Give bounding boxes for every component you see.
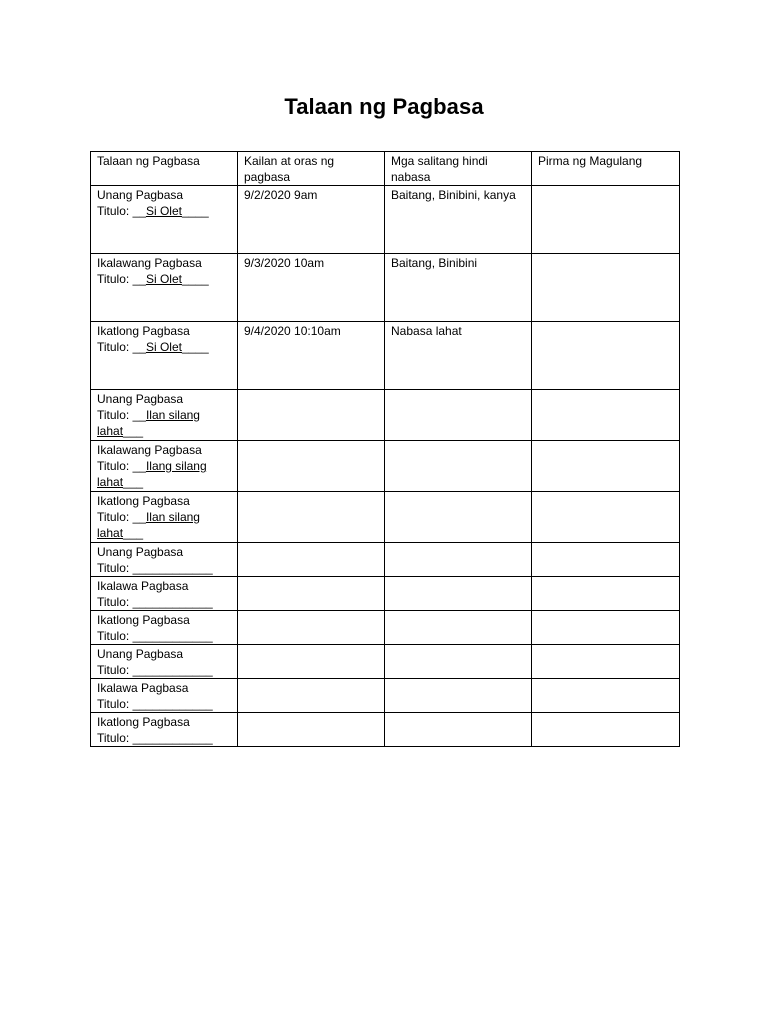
reading-cell: [91, 390, 238, 441]
reading-cell: [91, 254, 238, 322]
table-row: [91, 543, 680, 577]
when-cell: [238, 441, 385, 492]
reading-cell: [91, 679, 238, 713]
reading-label: Ikatlong Pagbasa: [97, 715, 190, 729]
title-underscore-post: ____: [181, 204, 209, 218]
title-line: [97, 696, 231, 712]
title-line: [97, 203, 231, 219]
signature-cell: [532, 713, 680, 747]
table-row: [91, 492, 680, 543]
reading-label: Unang Pagbasa: [97, 647, 184, 661]
title-underscore-post: ___: [123, 475, 144, 489]
signature-cell: [532, 390, 680, 441]
title-underscore-pre: __: [132, 408, 146, 422]
document-title: Talaan ng Pagbasa: [284, 94, 484, 119]
unread-words-cell: Nabasa lahat: [385, 322, 532, 390]
reading-label: Ikalawa Pagbasa: [97, 681, 189, 695]
reading-cell: [91, 492, 238, 543]
story-title: Si Olet: [145, 340, 182, 354]
story-title: Ilang silang lahat: [97, 459, 207, 489]
title-underscore-pre: __: [132, 272, 146, 286]
story-title: Ilan silang lahat: [97, 408, 200, 438]
when-cell: [238, 645, 385, 679]
title-blank: ____________: [132, 697, 213, 711]
title-line: [97, 339, 231, 355]
signature-cell: [532, 322, 680, 390]
unread-words-cell: Baitang, Binibini: [385, 254, 532, 322]
unread-words-cell: [385, 577, 532, 611]
reading-label: Unang Pagbasa: [97, 188, 184, 202]
title-line: [97, 560, 231, 576]
when-cell: 9/2/2020 9am: [238, 186, 385, 254]
table-row: [91, 679, 680, 713]
reading-label: Ikalawa Pagbasa: [97, 579, 189, 593]
title-underscore-pre: __: [132, 510, 146, 524]
reading-label: Ikalawang Pagbasa: [97, 256, 202, 270]
title-underscore-post: ___: [123, 424, 144, 438]
title-line: [97, 407, 231, 439]
reading-cell: [91, 713, 238, 747]
unread-words-cell: [385, 390, 532, 441]
reading-label: Unang Pagbasa: [97, 545, 184, 559]
titulo-label: Titulo:: [97, 459, 130, 473]
table-row: [91, 441, 680, 492]
title-blank: ____________: [132, 629, 213, 643]
when-cell: [238, 611, 385, 645]
signature-cell: [532, 543, 680, 577]
titulo-label: Titulo:: [97, 663, 130, 677]
signature-cell: [532, 679, 680, 713]
reading-cell: [91, 186, 238, 254]
title-blank: ____________: [132, 663, 213, 677]
title-blank: ____________: [132, 731, 213, 745]
table-row: [91, 254, 680, 322]
table-row: [91, 611, 680, 645]
reading-cell: [91, 441, 238, 492]
table-row: [91, 322, 680, 390]
table-row: [91, 713, 680, 747]
title-line: [97, 628, 231, 644]
title-line: [97, 662, 231, 678]
table-header-row: [91, 152, 680, 186]
titulo-label: Titulo:: [97, 697, 130, 711]
story-title: Ilan silang lahat: [97, 510, 200, 540]
signature-cell: [532, 611, 680, 645]
title-underscore-pre: __: [132, 340, 146, 354]
title-underscore-post: ____: [181, 340, 209, 354]
reading-label: Unang Pagbasa: [97, 392, 184, 406]
when-cell: [238, 390, 385, 441]
titulo-label: Titulo:: [97, 595, 130, 609]
title-blank: ____________: [132, 561, 213, 575]
signature-cell: [532, 441, 680, 492]
when-cell: 9/3/2020 10am: [238, 254, 385, 322]
unread-words-cell: [385, 713, 532, 747]
signature-cell: [532, 186, 680, 254]
title-line: [97, 458, 231, 490]
table-row: [91, 577, 680, 611]
when-cell: [238, 543, 385, 577]
header-reading-log: Talaan ng Pagbasa: [91, 152, 238, 186]
titulo-label: Titulo:: [97, 204, 130, 218]
header-when-time: Kailan at oras ng pagbasa: [238, 152, 385, 186]
when-cell: 9/4/2020 10:10am: [238, 322, 385, 390]
title-line: [97, 730, 231, 746]
reading-label: Ikatlong Pagbasa: [97, 494, 190, 508]
unread-words-cell: [385, 611, 532, 645]
title-underscore-post: ____: [181, 272, 209, 286]
signature-cell: [532, 254, 680, 322]
title-line: [97, 509, 231, 541]
header-unread-words: Mga salitang hindi nabasa: [385, 152, 532, 186]
signature-cell: [532, 577, 680, 611]
titulo-label: Titulo:: [97, 272, 130, 286]
titulo-label: Titulo:: [97, 561, 130, 575]
title-underscore-pre: __: [132, 459, 146, 473]
table-row: [91, 645, 680, 679]
reading-label: Ikatlong Pagbasa: [97, 324, 190, 338]
unread-words-cell: [385, 492, 532, 543]
signature-cell: [532, 645, 680, 679]
when-cell: [238, 577, 385, 611]
title-underscore-pre: __: [132, 204, 146, 218]
unread-words-cell: [385, 543, 532, 577]
titulo-label: Titulo:: [97, 510, 130, 524]
story-title: Si Olet: [145, 272, 182, 286]
title-line: [97, 594, 231, 610]
titulo-label: Titulo:: [97, 408, 130, 422]
unread-words-cell: [385, 441, 532, 492]
when-cell: [238, 713, 385, 747]
title-underscore-post: ___: [123, 526, 144, 540]
unread-words-cell: [385, 645, 532, 679]
reading-cell: [91, 611, 238, 645]
reading-log-table: [90, 151, 680, 747]
reading-cell: [91, 577, 238, 611]
story-title: Si Olet: [145, 204, 182, 218]
reading-label: Ikalawang Pagbasa: [97, 443, 202, 457]
reading-cell: [91, 645, 238, 679]
titulo-label: Titulo:: [97, 629, 130, 643]
unread-words-cell: [385, 679, 532, 713]
when-cell: [238, 679, 385, 713]
signature-cell: [532, 492, 680, 543]
title-blank: ____________: [132, 595, 213, 609]
titulo-label: Titulo:: [97, 731, 130, 745]
header-parent-signature: Pirma ng Magulang: [532, 152, 680, 186]
reading-cell: [91, 322, 238, 390]
titulo-label: Titulo:: [97, 340, 130, 354]
when-cell: [238, 492, 385, 543]
reading-label: Ikatlong Pagbasa: [97, 613, 190, 627]
table-body: [91, 186, 680, 747]
unread-words-cell: Baitang, Binibini, kanya: [385, 186, 532, 254]
table-row: [91, 390, 680, 441]
title-line: [97, 271, 231, 287]
table-row: [91, 186, 680, 254]
reading-cell: [91, 543, 238, 577]
